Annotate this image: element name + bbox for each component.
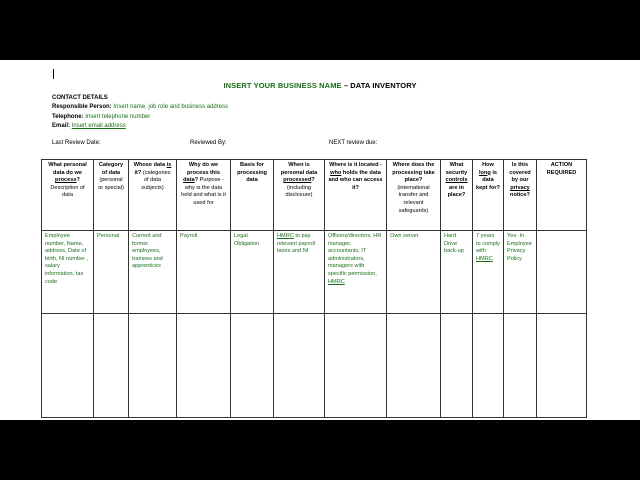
table-cell[interactable] bbox=[537, 314, 587, 418]
table-cell[interactable] bbox=[94, 314, 129, 418]
table-header-row bbox=[42, 160, 587, 231]
header-security: What security controls are in place? bbox=[441, 160, 473, 231]
table-cell[interactable]: Officers/directors, HR manager, accountants, IT administrators, managers with specific permission, HMRC bbox=[325, 231, 387, 314]
table-cell[interactable]: 7 years to comply with HMRC bbox=[473, 231, 504, 314]
contact-details bbox=[52, 94, 228, 132]
contact-heading: CONTACT DETAILS bbox=[52, 95, 108, 101]
email-label: Email: bbox=[52, 123, 71, 130]
table-row bbox=[42, 314, 587, 418]
table-cell[interactable]: Current and former employees, trainees and apprentices bbox=[129, 231, 177, 314]
table-cell[interactable] bbox=[441, 314, 473, 418]
table-cell[interactable]: Yes- In Employee Privacy Policy bbox=[504, 231, 537, 314]
header-when-processed: When is personal data processed? (including disclosure) bbox=[274, 160, 325, 231]
table-row bbox=[42, 231, 587, 314]
table-cell[interactable]: Legal Obligation bbox=[231, 231, 274, 314]
header-category: Category of data (personal or special) bbox=[94, 160, 129, 231]
header-processing-place: Where does the processing take place? (international transfer and relevant safeguards) bbox=[387, 160, 441, 231]
header-purpose: Why do we process this data? Purpose - why is the data held and what is it used for bbox=[177, 160, 231, 231]
email-link[interactable]: Insert email address bbox=[71, 123, 126, 130]
business-name-placeholder[interactable]: INSERT YOUR BUSINESS NAME bbox=[223, 81, 342, 90]
table-cell[interactable]: HMRC to pay relevant payroll taxes and NI bbox=[274, 231, 325, 314]
data-inventory-table bbox=[41, 159, 587, 418]
responsible-person-label: Responsible Person: bbox=[52, 104, 112, 111]
header-location: Where is it located - who holds the data and who can access it? bbox=[325, 160, 387, 231]
table-cell[interactable] bbox=[177, 314, 231, 418]
table-cell[interactable] bbox=[274, 314, 325, 418]
header-privacy-notice: Is this covered by our privacy notice? bbox=[504, 160, 537, 231]
table-cell[interactable] bbox=[473, 314, 504, 418]
reviewed-by-label: Reviewed By: bbox=[190, 140, 227, 146]
table-cell[interactable]: Own server bbox=[387, 231, 441, 314]
text-cursor bbox=[53, 69, 54, 79]
header-whose-data: Whose data is it? (categories of data subjects) bbox=[129, 160, 177, 231]
table-cell[interactable] bbox=[504, 314, 537, 418]
title-suffix: – DATA INVENTORY bbox=[341, 81, 417, 90]
last-review-date-label: Last Review Date: bbox=[52, 140, 101, 146]
table-cell[interactable]: Employee number, Name, address, Date of birth, NI number , salary information, tax code bbox=[42, 231, 94, 314]
table-cell[interactable] bbox=[129, 314, 177, 418]
header-action-required: ACTION REQUIRED bbox=[537, 160, 587, 231]
telephone-label: Telephone: bbox=[52, 113, 84, 120]
table-cell[interactable] bbox=[325, 314, 387, 418]
next-review-due-label: NEXT review due: bbox=[329, 140, 378, 146]
table-cell[interactable]: Payroll bbox=[177, 231, 231, 314]
telephone-value[interactable]: Insert telephone number bbox=[85, 113, 151, 120]
table-cell[interactable] bbox=[231, 314, 274, 418]
responsible-person-value[interactable]: Insert name, job role and business address bbox=[113, 104, 229, 111]
table-cell[interactable] bbox=[537, 231, 587, 314]
table-cell[interactable] bbox=[42, 314, 94, 418]
header-basis: Basis for processing data bbox=[231, 160, 274, 231]
document-title bbox=[0, 81, 640, 90]
table-cell[interactable] bbox=[387, 314, 441, 418]
document-page bbox=[0, 60, 640, 420]
table-cell[interactable]: Hard Drive back-up bbox=[441, 231, 473, 314]
table-cell[interactable]: Personal bbox=[94, 231, 129, 314]
header-personal-data: What personal data do we process? Description of data bbox=[42, 160, 94, 231]
header-retention: How long is data kept for? bbox=[473, 160, 504, 231]
